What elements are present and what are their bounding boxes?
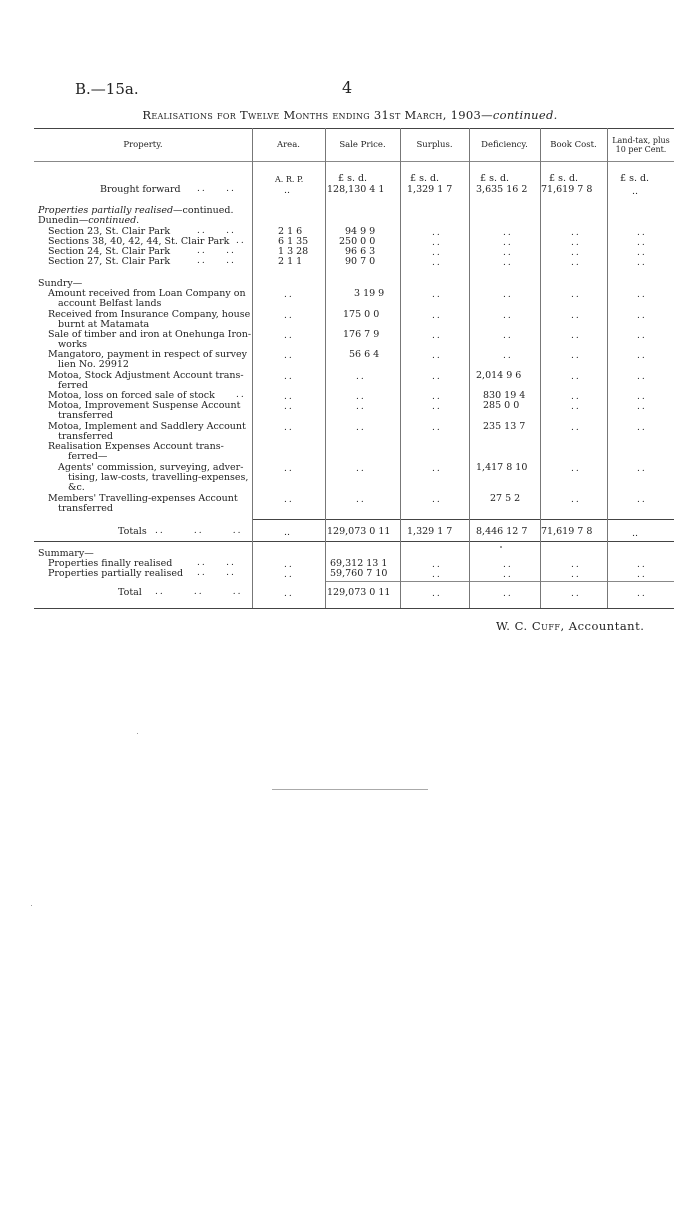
empty-cell-dots: ..: [637, 372, 647, 382]
brought-forward-book-cost: 71,619 7 8: [541, 184, 593, 195]
sundry-row-line1: Motoa, loss on forced sale of stock: [48, 390, 215, 401]
dunedin-row-area: 6 1 35: [278, 236, 309, 247]
column-divider-surplus-deficiency: [469, 128, 470, 608]
sundry-row-line1: Sale of timber and iron at Onehunga Iron-: [48, 329, 252, 340]
sundry-row-deficiency: 285 0 0: [483, 400, 520, 411]
table-title: [0, 108, 700, 122]
sundry-row-line2: account Belfast lands: [58, 298, 162, 309]
empty-cell-dots: ..: [356, 464, 366, 474]
sundry-row-deficiency: 830 19 4: [483, 390, 526, 401]
dunedin-row-sale-price: 94 9 9: [345, 226, 376, 237]
title-main: Realisations for Twelve Months ending 31st March, 1903—: [142, 108, 493, 122]
empty-cell-dots: ..: [432, 589, 442, 599]
empty-cell-dots: .. ..: [284, 560, 294, 580]
sundry-row-line1: Mangatoro, payment in respect of survey: [48, 349, 248, 360]
sundry-row-line1: Motoa, Improvement Suspense Account: [48, 400, 241, 411]
sundry-row-line2: transferred: [58, 410, 113, 421]
empty-cell-dots: ..: [637, 464, 647, 474]
column-header-sale-price: Sale Price.: [339, 140, 386, 150]
sundry-row-deficiency: 2,014 9 6: [476, 370, 522, 381]
dunedin-row-label: Section 27, St. Clair Park: [48, 256, 171, 267]
column-header-surplus: Surplus.: [416, 140, 453, 150]
empty-cell-dots: ..: [503, 290, 513, 300]
empty-cell-dots: ..: [432, 423, 442, 433]
sundry-row-line1: Received from Insurance Company, house: [48, 309, 251, 320]
empty-cell-dots: ..: [284, 372, 294, 382]
empty-cell-dots: ..: [284, 290, 294, 300]
empty-cell-dots: ..: [284, 589, 294, 599]
summary-row-sale-price: 59,760 7 10: [330, 568, 388, 579]
sundry-row-deficiency: 1,417 8 10: [476, 462, 528, 473]
empty-cell-dots: ..: [571, 495, 581, 505]
empty-cell-dots: ..: [571, 331, 581, 341]
sundry-row-line1: Motoa, Stock Adjustment Account trans-: [48, 370, 244, 381]
empty-cell-dots: .. ..: [503, 560, 513, 580]
summary-heading: Summary—: [38, 548, 94, 559]
totals-deficiency: 8,446 12 7: [476, 526, 528, 537]
page-end-rule: [272, 789, 428, 790]
leader-dots: .. ..: [197, 246, 236, 256]
title-continued: continued.: [492, 108, 558, 122]
column-header-area: Area.: [276, 140, 300, 150]
brought-forward-sale-price: 128,130 4 1: [327, 184, 385, 195]
section-partially-realised-suffix: —continued.: [173, 205, 234, 216]
header-bottom-rule: [34, 161, 674, 162]
totals-area: ..: [284, 527, 291, 538]
leader-dots: .. ..: [197, 184, 236, 194]
empty-cell-dots: ..: [284, 331, 294, 341]
empty-cell-dots: ..: [432, 351, 442, 361]
sundry-row-line1: Motoa, Implement and Saddlery Account: [48, 421, 246, 432]
sundry-row-line2: transferred: [58, 503, 113, 514]
scan-speck: [137, 733, 138, 734]
column-header-book-cost: Book Cost.: [550, 140, 597, 150]
empty-cell-dots: ..: [637, 311, 647, 321]
column-header-land-tax: Land-tax, plus 10 per Cent.: [612, 136, 670, 154]
totals-land-tax: ..: [632, 528, 639, 539]
leader-dots: .. .. ..: [155, 587, 243, 597]
empty-cell-dots: ..: [503, 351, 513, 361]
empty-cell-dots: .. .. .. ..: [571, 228, 581, 268]
table-bottom-rule: [34, 608, 674, 609]
empty-cell-dots: ..: [432, 372, 442, 382]
empty-cell-dots: ..: [637, 423, 647, 433]
empty-cell-dots: ..: [432, 331, 442, 341]
section-dunedin-label: Dunedin—: [38, 215, 89, 226]
leader-dots: .. ..: [197, 558, 236, 568]
units-deficiency: £ s. d.: [480, 173, 510, 184]
sundry-row-sale-price: 56 6 4: [349, 349, 380, 360]
empty-cell-dots: ..: [356, 423, 366, 433]
scan-speck: [500, 546, 502, 548]
totals-label: Totals: [118, 526, 147, 537]
empty-cell-dots: .. ..: [356, 392, 366, 412]
dunedin-row-area: 1 3 28: [278, 246, 309, 257]
empty-cell-dots: ..: [571, 351, 581, 361]
sundry-row-line1: Amount received from Loan Company on: [48, 288, 246, 299]
empty-cell-dots: ..: [571, 290, 581, 300]
dunedin-row-sale-price: 90 7 0: [345, 256, 376, 267]
empty-cell-dots: .. ..: [571, 392, 581, 412]
signature-name: W. C. Cuff: [496, 619, 561, 633]
sundry-heading: Sundry—: [38, 278, 83, 289]
summary-row-label: Properties partially realised: [48, 568, 184, 579]
units-land-tax: £ s. d.: [620, 173, 650, 184]
empty-cell-dots: ..: [503, 331, 513, 341]
column-header-property: Property.: [123, 140, 163, 150]
dunedin-row-sale-price: 250 0 0: [339, 236, 376, 247]
empty-cell-dots: ..: [284, 423, 294, 433]
dunedin-row-label: Section 23, St. Clair Park: [48, 226, 171, 237]
empty-cell-dots: ..: [432, 290, 442, 300]
dunedin-row-label: Section 24, St. Clair Park: [48, 246, 171, 257]
leader-dots: .. ..: [197, 256, 236, 266]
dunedin-row-area: 2 1 6: [278, 226, 303, 237]
table-top-rule: [34, 128, 674, 129]
empty-cell-dots: ..: [571, 464, 581, 474]
empty-cell-dots: ..: [432, 464, 442, 474]
page-number: 4: [342, 78, 353, 97]
sundry-row-line1: Agents' commission, surveying, adver-: [58, 462, 244, 473]
summary-total-top-rule: [325, 581, 674, 582]
units-sale-price: £ s. d.: [338, 173, 368, 184]
summary-total-label: Total: [118, 587, 142, 598]
sundry-row-sale-price: 175 0 0: [343, 309, 380, 320]
empty-cell-dots: .. .. .. ..: [432, 228, 442, 268]
empty-cell-dots: .. ..: [637, 560, 647, 580]
brought-forward-area: ..: [284, 185, 291, 196]
dunedin-row-label: Sections 38, 40, 42, 44, St. Clair Park: [48, 236, 230, 247]
units-surplus: £ s. d.: [410, 173, 440, 184]
empty-cell-dots: ..: [503, 589, 513, 599]
empty-cell-dots: ..: [284, 311, 294, 321]
empty-cell-dots: ..: [503, 311, 513, 321]
empty-cell-dots: ..: [637, 331, 647, 341]
column-divider-bookcost-landtax: [607, 128, 608, 608]
dunedin-row-sale-price: 96 6 3: [345, 246, 376, 257]
section-dunedin-continued: continued.: [88, 215, 140, 226]
empty-cell-dots: ..: [637, 589, 647, 599]
signature-role: , Accountant.: [560, 619, 645, 633]
empty-cell-dots: .. ..: [637, 392, 647, 412]
empty-cell-dots: .. ..: [432, 392, 442, 412]
empty-cell-dots: ..: [284, 495, 294, 505]
sundry-row-line2: lien No. 29912: [58, 359, 129, 370]
signature: [496, 619, 644, 633]
leader-dots: .. ..: [197, 568, 236, 578]
empty-cell-dots: ..: [637, 351, 647, 361]
brought-forward-surplus: 1,329 1 7: [407, 184, 453, 195]
units-book-cost: £ s. d.: [549, 173, 579, 184]
dunedin-row-area: 2 1 1: [278, 256, 303, 267]
report-reference: B.—15a.: [75, 80, 139, 98]
summary-row-sale-price: 69,312 13 1: [330, 558, 388, 569]
sundry-row-line2: transferred: [58, 431, 113, 442]
empty-cell-dots: ..: [571, 372, 581, 382]
empty-cell-dots: ..: [571, 589, 581, 599]
empty-cell-dots: ..: [571, 423, 581, 433]
units-area: A. R. P.: [275, 175, 304, 184]
sundry-row-deficiency: 27 5 2: [490, 493, 521, 504]
column-header-deficiency: Deficiency.: [481, 140, 528, 150]
empty-cell-dots: ..: [637, 290, 647, 300]
leader-dots: ..: [236, 236, 246, 246]
leader-dots: ..: [236, 390, 246, 400]
sundry-row-sale-price: 176 7 9: [343, 329, 380, 340]
leader-dots: .. ..: [197, 226, 236, 236]
empty-cell-dots: ..: [571, 311, 581, 321]
totals-sale-price: 129,073 0 11: [327, 526, 391, 537]
empty-cell-dots: ..: [432, 311, 442, 321]
sundry-row-line1: Members' Travelling-expenses Account: [48, 493, 238, 504]
column-divider-property-area: [252, 128, 253, 608]
empty-cell-dots: ..: [432, 495, 442, 505]
empty-cell-dots: ..: [637, 495, 647, 505]
column-divider-area-sale: [325, 128, 326, 608]
totals-bottom-rule: [34, 541, 674, 542]
brought-forward-label: Brought forward: [100, 184, 181, 195]
scan-speck: [31, 905, 32, 906]
empty-cell-dots: .. .. .. ..: [503, 228, 513, 268]
brought-forward-land-tax: ..: [632, 186, 639, 197]
section-dunedin: [38, 215, 139, 226]
totals-book-cost: 71,619 7 8: [541, 526, 593, 537]
sundry-row-line2: tising, law-costs, travelling-expenses,: [68, 472, 249, 483]
sundry-row-line2: works: [58, 339, 88, 350]
brought-forward-deficiency: 3,635 16 2: [476, 184, 528, 195]
sundry-row-line2: burnt at Matamata: [58, 319, 150, 330]
empty-cell-dots: ..: [284, 351, 294, 361]
sundry-row-sale-price: 3 19 9: [354, 288, 385, 299]
sundry-row-line3: &c.: [68, 482, 85, 493]
empty-cell-dots: ..: [356, 372, 366, 382]
empty-cell-dots: .. ..: [432, 560, 442, 580]
totals-surplus: 1,329 1 7: [407, 526, 453, 537]
sundry-row-line2: ferred—: [68, 451, 108, 462]
summary-row-label: Properties finally realised: [48, 558, 173, 569]
section-partially-realised-label: Properties partially realised: [38, 205, 174, 216]
column-divider-sale-surplus: [400, 128, 401, 608]
sundry-row-line1: Realisation Expenses Account trans-: [48, 441, 224, 452]
empty-cell-dots: ..: [284, 464, 294, 474]
empty-cell-dots: ..: [356, 495, 366, 505]
leader-dots: .. .. ..: [155, 526, 243, 536]
summary-total-sale-price: 129,073 0 11: [327, 587, 391, 598]
sundry-row-deficiency: 235 13 7: [483, 421, 526, 432]
empty-cell-dots: .. ..: [571, 560, 581, 580]
empty-cell-dots: .. .. .. ..: [637, 228, 647, 268]
totals-top-rule: [252, 519, 674, 520]
sundry-row-line2: ferred: [58, 380, 88, 391]
empty-cell-dots: .. ..: [284, 392, 294, 412]
